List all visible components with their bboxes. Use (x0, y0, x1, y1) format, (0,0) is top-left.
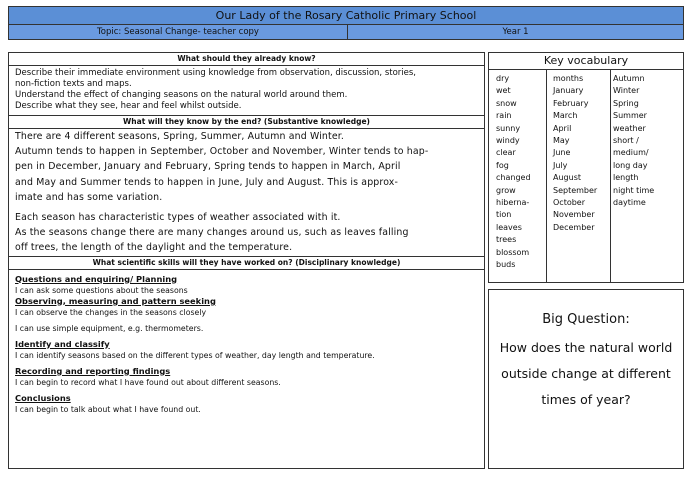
vocab-word: dry (496, 74, 510, 83)
skill-text: I can use simple equipment, e.g. thermometers. (15, 323, 204, 333)
skill-text: I can identify seasons based on the different types of weather, day length and temperature. (15, 350, 375, 360)
vocab-word: trees (496, 235, 517, 245)
vocab-word: March (553, 111, 578, 121)
vocab-word: tion (496, 210, 512, 220)
vocab-word: Winter (613, 86, 640, 96)
vocab-word: snow (496, 98, 517, 108)
prior-line: Describe their immediate environment using knowledge from observation, discussion, stories, (15, 68, 417, 78)
vocab-word: Autumn (613, 74, 645, 83)
substantive-line: As the seasons change there are many changes around us, such as leaves falling (15, 227, 409, 239)
vocab-word: fog (496, 160, 509, 170)
substantive-section (9, 116, 484, 257)
substantive-text (9, 129, 484, 256)
vocab-word: November (553, 210, 595, 220)
vocab-word: daytime (613, 198, 646, 208)
knowledge-panel (8, 52, 485, 469)
vocab-word: May (553, 136, 570, 146)
skill-heading-recording: Recording and reporting findings (15, 365, 171, 376)
school-title: Our Lady of the Rosary Catholic Primary School (9, 7, 683, 25)
header (8, 6, 684, 40)
disciplinary-heading: What scientific skills will they have worked on? (Disciplinary knowledge) (9, 257, 484, 270)
prior-line: Understand the effect of changing seasons on the natural world around them. (15, 90, 348, 100)
vocab-word: clear (496, 148, 516, 158)
vocab-column-months (553, 73, 597, 234)
vocab-column-divider (610, 70, 611, 282)
vocab-word: October (553, 198, 586, 208)
substantive-line: Autumn tends to happen in September, October and November, Winter tends to hap- (15, 146, 429, 158)
vocab-word: Summer (613, 111, 647, 121)
substantive-line: and May and Summer tends to happen in June, July and August. This is approx- (15, 176, 399, 188)
substantive-line: off trees, the length of the daylight and the temperature. (15, 242, 293, 254)
skill-heading-identify: Identify and classify (15, 338, 110, 349)
vocab-word: Spring (613, 98, 639, 108)
big-question-text: How does the natural world outside change at different times of year? (499, 340, 673, 407)
prior-line: non-fiction texts and maps. (15, 79, 132, 89)
vocab-word: months (553, 74, 584, 83)
skill-text: I can begin to talk about what I have found out. (15, 404, 201, 414)
vocab-word: June (553, 148, 571, 158)
skill-heading-conclusions: Conclusions (15, 392, 71, 403)
substantive-heading: What will they know by the end? (Substantive knowledge) (9, 116, 484, 129)
big-question-title: Big Question: (542, 312, 630, 327)
prior-knowledge-heading: What should they already know? (9, 53, 484, 66)
vocab-column-seasons (613, 73, 654, 209)
substantive-line: Each season has characteristic types of weather associated with it. (15, 212, 341, 224)
skill-heading-observing: Observing, measuring and pattern seeking (15, 295, 216, 306)
vocab-word: January (553, 86, 584, 96)
prior-knowledge-text (9, 66, 484, 115)
substantive-line: imate and has some variation. (15, 191, 163, 203)
vocab-word: changed (496, 173, 531, 183)
vocabulary-title: Key vocabulary (489, 53, 683, 70)
vocab-word: length (613, 173, 639, 183)
vocab-column-weather (496, 73, 531, 272)
vocab-word: September (553, 185, 598, 195)
skill-heading-questioning: Questions and enquiring/ Planning (15, 273, 178, 284)
skill-text: I can begin to record what I have found out about different seasons. (15, 377, 281, 387)
vocab-word: leaves (496, 222, 522, 232)
vocab-word: buds (496, 260, 516, 270)
vocab-word: grow (496, 185, 516, 195)
vocab-word: sunny (496, 123, 521, 133)
vocab-word: weather (613, 123, 646, 133)
vocab-word: short / (613, 136, 639, 146)
substantive-para-2 (15, 210, 478, 256)
skill-text: I can observe the changes in the seasons closely (15, 307, 207, 317)
vocab-word: hiberna- (496, 198, 530, 208)
topic-label: Topic: Seasonal Change- teacher copy (9, 25, 348, 39)
vocab-word: February (553, 98, 589, 108)
vocab-word: medium/ (613, 148, 649, 158)
vocab-word: April (553, 123, 572, 133)
key-vocabulary-panel (488, 52, 684, 283)
vocab-column-divider (546, 70, 547, 282)
substantive-line: There are 4 different seasons, Spring, Summer, Autumn and Winter. (15, 131, 345, 142)
big-question-panel (488, 289, 684, 469)
skill-text: I can ask some questions about the seasons (15, 285, 188, 295)
vocab-word: blossom (496, 247, 530, 257)
substantive-para-1 (15, 129, 478, 205)
year-label: Year 1 (502, 27, 529, 37)
vocab-word: rain (496, 111, 512, 121)
vocab-word: July (553, 160, 568, 170)
vocab-word: August (553, 173, 581, 183)
prior-knowledge-section (9, 53, 484, 116)
vocab-word: night time (613, 185, 655, 195)
header-row (9, 25, 683, 39)
vocab-word: wet (496, 86, 511, 96)
vocab-word: windy (496, 136, 520, 146)
disciplinary-section (9, 257, 484, 415)
prior-line: Describe what they see, hear and feel whilst outside. (15, 101, 242, 111)
substantive-line: pen in December, January and February, Spring tends to happen in March, April (15, 161, 401, 173)
vocab-word: long day (613, 160, 648, 170)
skills-list (9, 270, 484, 415)
vocab-word: December (553, 222, 595, 232)
